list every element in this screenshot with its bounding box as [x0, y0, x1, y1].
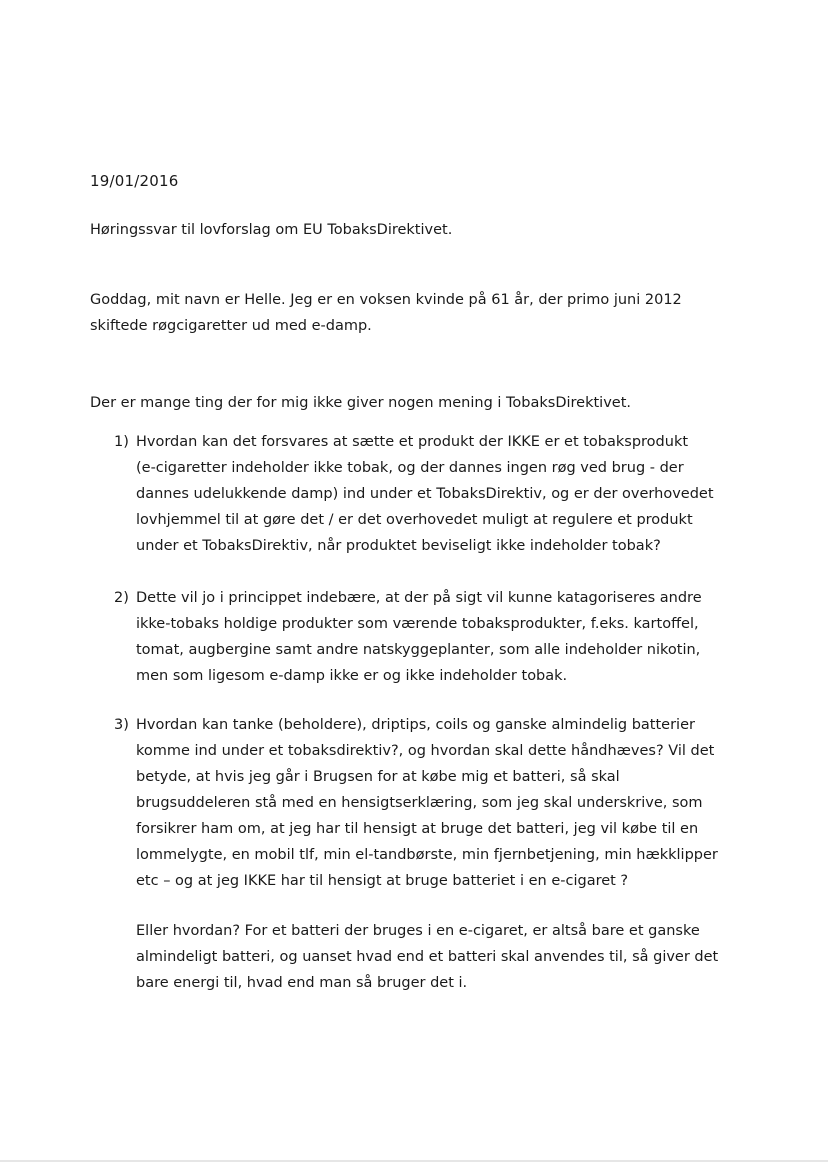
letter-subject: Høringssvar til lovforslag om EU TobaksDirektivet. [90, 222, 453, 238]
list-item-number: 2) [114, 590, 129, 606]
scan-edge-line [0, 1160, 828, 1162]
lead-paragraph: Der er mange ting der for mig ikke giver nogen mening i TobaksDirektivet. [90, 395, 632, 411]
list-item-text: Hvordan kan det forsvares at sætte et produkt der IKKE er et tobaksprodukt (e-cigaretter indeholder ikke tobak, og der dannes ingen røg ved brug - der dannes udelukkende damp) ind under et TobaksDirektiv, og er der overhovedet lovhjemmel til at gøre det / er det overhovedet muligt at regulere et produkt under et TobaksDirektiv, når produktet beviseligt ikke indeholder tobak? [136, 434, 714, 554]
list-item-2 [114, 585, 734, 689]
list-item-1 [114, 429, 734, 559]
list-item-3 [114, 712, 734, 894]
list-item-text: Hvordan kan tanke (beholdere), driptips, coils og ganske almindelig batterier komme ind under et tobaksdirektiv?, og hvordan skal dette håndhæves? Vil det betyde, at hvis jeg går i Brugsen for at købe mig et batteri, så skal brugsuddeleren stå med en hensigtserklæring, som jeg skal underskrive, som forsikrer ham om, at jeg har til hensigt at bruge det batteri, jeg vil købe til en lommelygte, en mobil tlf, min el-tandbørste, min fjernbetjening, min hækklipper etc – og at jeg IKKE har til hensigt at bruge batteriet i en e-cigaret ? [136, 717, 718, 889]
list-item-number: 3) [114, 717, 129, 733]
list-item-text: Dette vil jo i princippet indebære, at der på sigt vil kunne katagoriseres andre ikke-tobaks holdige produkter som værende tobaksprodukter, f.eks. kartoffel, tomat, augbergine samt andre natskyggeplanter, som alle indeholder nikotin, men som ligesom e-damp ikke er og ikke indeholder tobak. [136, 590, 702, 684]
list-item-3-continuation: Eller hvordan? For et batteri der bruges i en e-cigaret, er altså bare et ganske almindeligt batteri, og uanset hvad end et batteri skal anvendes til, så giver det bare energi til, hvad end man så bruger det i. [136, 923, 719, 991]
intro-text: Goddag, mit navn er Helle. Jeg er en voksen kvinde på 61 år, der primo juni 2012 skiftede røgcigaretter ud med e-damp. [90, 292, 682, 334]
list-item-number: 1) [114, 434, 129, 450]
letter-date: 19/01/2016 [90, 172, 179, 190]
intro-paragraph [90, 287, 730, 339]
